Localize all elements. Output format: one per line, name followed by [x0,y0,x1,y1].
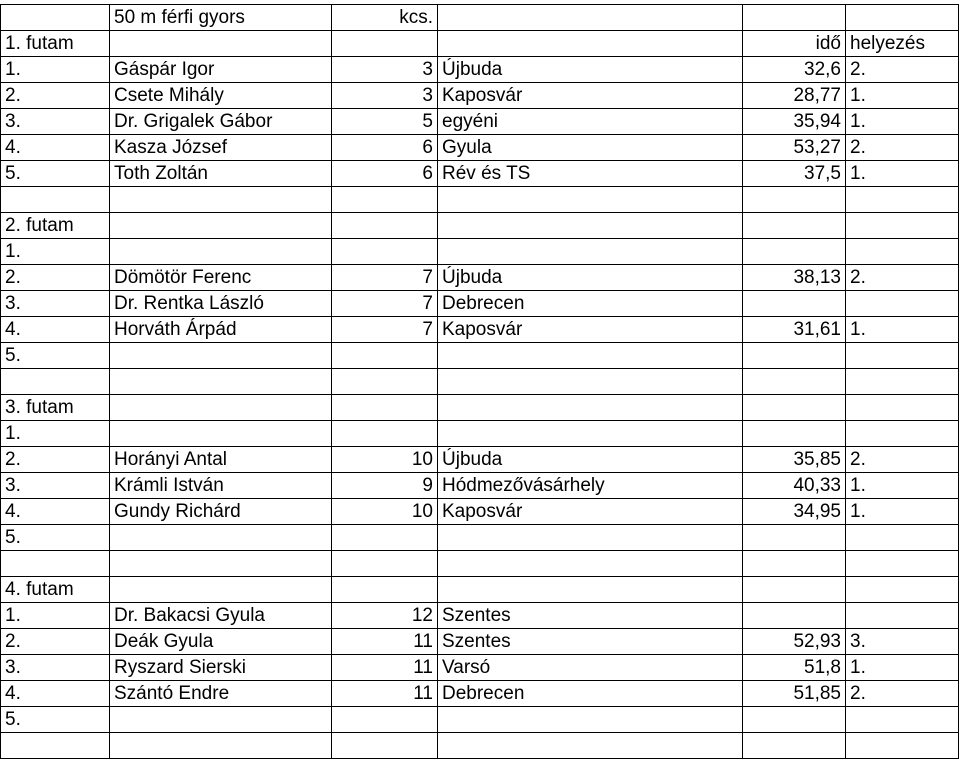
class-cell[interactable]: 11 [332,629,438,655]
place-cell[interactable]: 1. [1,57,110,83]
class-cell[interactable] [332,395,438,421]
place-cell[interactable] [1,733,110,759]
place-cell[interactable]: 5. [1,343,110,369]
name-cell[interactable] [110,239,332,265]
place-cell[interactable]: 2. [1,83,110,109]
club-cell[interactable] [438,707,743,733]
name-cell[interactable]: Gáspár Igor [110,57,332,83]
name-cell[interactable] [110,525,332,551]
name-cell[interactable] [110,551,332,577]
class-cell[interactable] [332,577,438,603]
place-cell[interactable]: 4. [1,681,110,707]
place-cell[interactable]: 2. [1,265,110,291]
rank-cell[interactable]: 3. [846,629,959,655]
club-cell[interactable]: Szentes [438,629,743,655]
name-cell[interactable] [110,707,332,733]
table-row [1,577,959,603]
table-row [1,525,959,551]
club-cell[interactable]: Újbuda [438,265,743,291]
class-cell[interactable] [332,213,438,239]
place-cell[interactable]: 4. [1,499,110,525]
time-cell[interactable]: 34,95 [743,499,846,525]
class-cell[interactable]: 6 [332,161,438,187]
club-cell[interactable] [438,187,743,213]
club-cell[interactable]: Kaposvár [438,499,743,525]
name-cell[interactable]: Ryszard Sierski [110,655,332,681]
class-cell[interactable]: 9 [332,473,438,499]
class-cell[interactable] [332,707,438,733]
class-cell[interactable]: 7 [332,317,438,343]
rank-cell[interactable] [846,707,959,733]
table-row [1,135,959,161]
club-cell[interactable] [438,369,743,395]
place-cell[interactable]: 3. futam [1,395,110,421]
name-cell[interactable]: Dömötör Ferenc [110,265,332,291]
name-cell[interactable]: Krámli István [110,473,332,499]
class-cell[interactable] [332,421,438,447]
place-cell[interactable]: 1. futam [1,31,110,57]
time-cell[interactable]: 38,13 [743,265,846,291]
class-cell[interactable]: 3 [332,83,438,109]
table-row [1,733,959,759]
time-cell[interactable]: 37,5 [743,161,846,187]
class-cell[interactable] [332,239,438,265]
class-cell[interactable] [332,31,438,57]
club-cell[interactable]: Kaposvár [438,317,743,343]
class-cell[interactable]: 11 [332,655,438,681]
name-cell[interactable]: Kasza József [110,135,332,161]
place-cell[interactable] [1,369,110,395]
class-cell[interactable] [332,551,438,577]
time-cell[interactable] [743,551,846,577]
time-cell[interactable]: 35,94 [743,109,846,135]
table-row [1,421,959,447]
place-cell[interactable]: 4. [1,317,110,343]
club-cell[interactable] [438,31,743,57]
time-cell[interactable]: 51,8 [743,655,846,681]
table-row [1,239,959,265]
place-cell[interactable]: 5. [1,161,110,187]
club-cell[interactable]: Gyula [438,135,743,161]
class-cell[interactable] [332,343,438,369]
class-cell[interactable]: 10 [332,447,438,473]
table-row [1,317,959,343]
time-cell[interactable] [743,239,846,265]
time-cell[interactable] [743,525,846,551]
rank-cell[interactable]: 1. [846,499,959,525]
table-row [1,213,959,239]
name-cell[interactable]: Dr. Bakacsi Gyula [110,603,332,629]
time-cell[interactable] [743,733,846,759]
club-cell[interactable] [438,5,743,31]
table-row [1,551,959,577]
club-cell[interactable]: Debrecen [438,681,743,707]
table-row [1,109,959,135]
place-cell[interactable]: 4. futam [1,577,110,603]
rank-cell[interactable]: 1. [846,83,959,109]
class-cell[interactable]: 3 [332,57,438,83]
table-row [1,629,959,655]
time-cell[interactable]: 51,85 [743,681,846,707]
club-cell[interactable] [438,421,743,447]
rank-cell[interactable]: 2. [846,681,959,707]
time-cell[interactable] [743,421,846,447]
name-cell[interactable] [110,213,332,239]
club-cell[interactable]: Szentes [438,603,743,629]
rank-cell[interactable] [846,395,959,421]
name-cell[interactable] [110,421,332,447]
table-row [1,603,959,629]
club-cell[interactable]: Varsó [438,655,743,681]
name-cell[interactable] [110,187,332,213]
rank-cell[interactable] [846,213,959,239]
name-cell[interactable] [110,733,332,759]
class-cell[interactable] [332,369,438,395]
class-cell[interactable]: 6 [332,135,438,161]
table-row [1,681,959,707]
rank-cell[interactable]: helyezés [846,31,959,57]
place-cell[interactable]: 1. [1,421,110,447]
rank-cell[interactable] [846,421,959,447]
table-row [1,187,959,213]
table-row [1,265,959,291]
table-row [1,473,959,499]
class-cell[interactable]: 7 [332,291,438,317]
time-cell[interactable] [743,395,846,421]
rank-cell[interactable] [846,369,959,395]
time-cell[interactable]: 53,27 [743,135,846,161]
class-cell[interactable] [332,733,438,759]
club-cell[interactable] [438,239,743,265]
club-cell[interactable] [438,733,743,759]
time-cell[interactable]: idő [743,31,846,57]
rank-cell[interactable]: 2. [846,57,959,83]
table-row [1,499,959,525]
rank-cell[interactable]: 2. [846,447,959,473]
table-row [1,343,959,369]
name-cell[interactable] [110,343,332,369]
place-cell[interactable] [1,187,110,213]
place-cell[interactable]: 2. [1,629,110,655]
place-cell[interactable]: 5. [1,707,110,733]
rank-cell[interactable] [846,343,959,369]
time-cell[interactable] [743,291,846,317]
place-cell[interactable] [1,551,110,577]
place-cell[interactable]: 3. [1,109,110,135]
name-cell[interactable] [110,369,332,395]
time-cell[interactable]: 40,33 [743,473,846,499]
rank-cell[interactable] [846,733,959,759]
time-cell[interactable] [743,369,846,395]
name-cell[interactable]: Horváth Árpád [110,317,332,343]
table-row [1,395,959,421]
club-cell[interactable]: Hódmezővásárhely [438,473,743,499]
class-cell[interactable]: 12 [332,603,438,629]
place-cell[interactable]: 3. [1,655,110,681]
table-row [1,31,959,57]
class-cell[interactable]: 11 [332,681,438,707]
club-cell[interactable]: egyéni [438,109,743,135]
club-cell[interactable] [438,525,743,551]
time-cell[interactable] [743,187,846,213]
club-cell[interactable] [438,395,743,421]
name-cell[interactable]: Szántó Endre [110,681,332,707]
place-cell[interactable]: 1. [1,239,110,265]
place-cell[interactable]: 2. futam [1,213,110,239]
name-cell[interactable] [110,31,332,57]
club-cell[interactable]: Újbuda [438,447,743,473]
table-row [1,447,959,473]
class-cell[interactable]: 10 [332,499,438,525]
rank-cell[interactable]: 1. [846,317,959,343]
table-row [1,291,959,317]
rank-cell[interactable] [846,577,959,603]
rank-cell[interactable]: 1. [846,655,959,681]
name-cell[interactable]: Dr. Grigalek Gábor [110,109,332,135]
table-row [1,369,959,395]
club-cell[interactable]: Debrecen [438,291,743,317]
rank-cell[interactable] [846,187,959,213]
table-row [1,83,959,109]
club-cell[interactable] [438,551,743,577]
results-table [0,4,959,759]
rank-cell[interactable]: 1. [846,473,959,499]
club-cell[interactable] [438,213,743,239]
place-cell[interactable]: 1. [1,603,110,629]
time-cell[interactable] [743,5,846,31]
rank-cell[interactable]: 2. [846,135,959,161]
place-cell[interactable]: 2. [1,447,110,473]
time-cell[interactable] [743,577,846,603]
results-table-body [1,5,959,759]
name-cell[interactable] [110,577,332,603]
club-cell[interactable]: Rév és TS [438,161,743,187]
class-cell[interactable]: 5 [332,109,438,135]
place-cell[interactable] [1,5,110,31]
name-cell[interactable]: Deák Gyula [110,629,332,655]
place-cell[interactable]: 4. [1,135,110,161]
rank-cell[interactable]: 1. [846,161,959,187]
time-cell[interactable]: 32,6 [743,57,846,83]
table-row [1,161,959,187]
name-cell[interactable]: Csete Mihály [110,83,332,109]
name-cell[interactable]: Dr. Rentka László [110,291,332,317]
time-cell[interactable]: 35,85 [743,447,846,473]
club-cell[interactable] [438,577,743,603]
time-cell[interactable]: 31,61 [743,317,846,343]
rank-cell[interactable] [846,291,959,317]
class-cell[interactable] [332,525,438,551]
name-cell[interactable]: Gundy Richárd [110,499,332,525]
class-cell[interactable]: kcs. [332,5,438,31]
rank-cell[interactable]: 1. [846,109,959,135]
rank-cell[interactable] [846,239,959,265]
time-cell[interactable] [743,603,846,629]
time-cell[interactable]: 28,77 [743,83,846,109]
rank-cell[interactable] [846,525,959,551]
table-row [1,707,959,733]
class-cell[interactable]: 7 [332,265,438,291]
place-cell[interactable]: 5. [1,525,110,551]
club-cell[interactable] [438,343,743,369]
name-cell[interactable] [110,395,332,421]
time-cell[interactable] [743,707,846,733]
place-cell[interactable]: 3. [1,291,110,317]
table-row [1,57,959,83]
name-cell[interactable]: Toth Zoltán [110,161,332,187]
time-cell[interactable] [743,343,846,369]
rank-cell[interactable]: 2. [846,265,959,291]
club-cell[interactable]: Újbuda [438,57,743,83]
name-cell[interactable]: Horányi Antal [110,447,332,473]
class-cell[interactable] [332,187,438,213]
time-cell[interactable]: 52,93 [743,629,846,655]
table-row [1,655,959,681]
time-cell[interactable] [743,213,846,239]
place-cell[interactable]: 3. [1,473,110,499]
table-row [1,5,959,31]
rank-cell[interactable] [846,551,959,577]
name-cell[interactable]: 50 m férfi gyors [110,5,332,31]
rank-cell[interactable] [846,603,959,629]
rank-cell[interactable] [846,5,959,31]
club-cell[interactable]: Kaposvár [438,83,743,109]
